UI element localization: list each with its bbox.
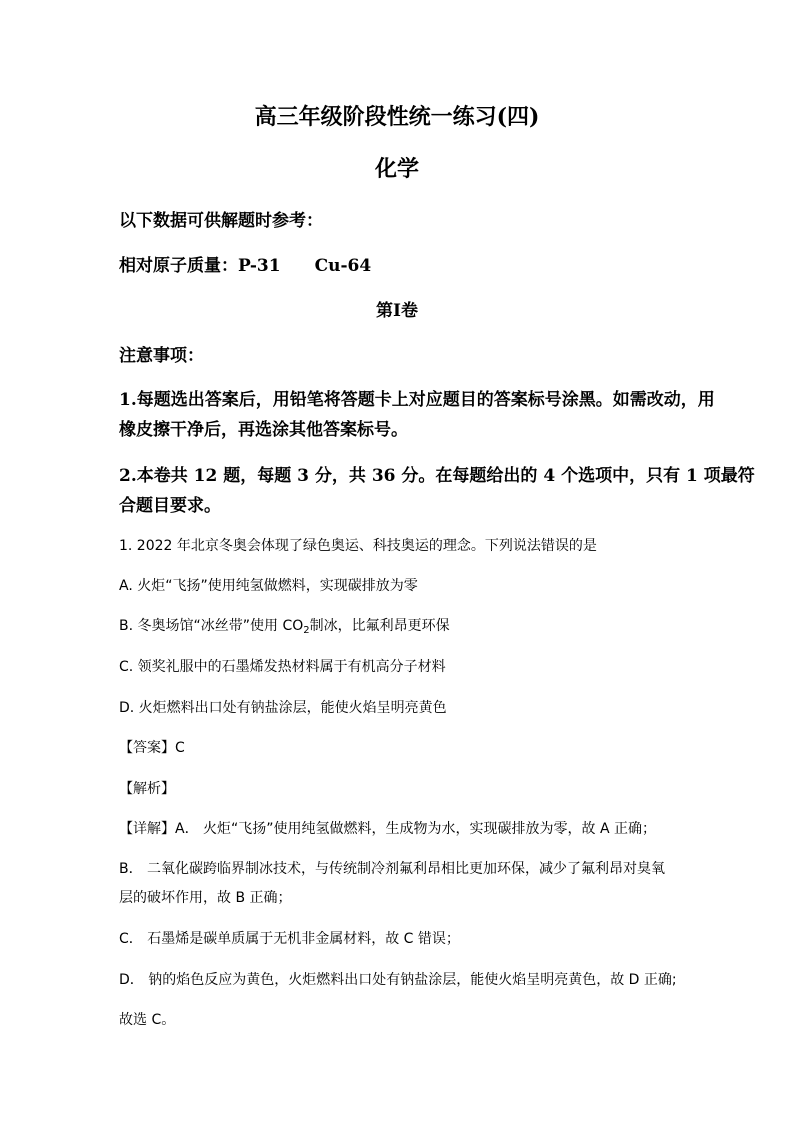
notice-item2-line2: 合题目要求。: [119, 496, 221, 516]
conclusion: 故选 C。: [119, 1012, 176, 1028]
detail-line-3: 层的破坏作用，故 B 正确；: [119, 890, 292, 906]
subject-title: 化学: [374, 156, 419, 182]
answer-value: C: [175, 740, 185, 756]
detail-line-2: B． 二氧化碳跨临界制冰技术，与传统制冷剂氟利昂相比更加环保，减少了氟利昂对臭氧: [119, 861, 666, 877]
analysis-label: 【解析】: [119, 781, 175, 797]
question-stem: 1. 2022 年北京冬奥会体现了绿色奥运、科技奥运的理念。下列说法错误的是: [119, 538, 597, 554]
detail-line-5: D． 钠的焰色反应为黄色，火炬燃料出口处有钠盐涂层，能使火焰呈明亮黄色，故 D 正确;: [119, 972, 677, 988]
option-d: D. 火炬燃料出口处有钠盐涂层，能使火焰呈明亮黄色: [119, 700, 447, 716]
notice-item1-line2: 橡皮擦干净后，再选涂其他答案标号。: [119, 420, 408, 440]
section-title: 第I卷: [376, 301, 418, 321]
exam-title: 高三年级阶段性统一练习(四): [254, 104, 540, 130]
option-b-text: B. 冬奥场馆“冰丝带”使用 CO: [119, 618, 304, 634]
detail-line-4: C． 石墨烯是碳单质属于无机非金属材料，故 C 错误；: [119, 931, 460, 947]
answer-line: [119, 737, 185, 757]
atomic-masses: 相对原子质量：P-31 Cu-64: [119, 256, 372, 276]
answer-label: 【答案】: [119, 740, 175, 756]
co2-subscript: 2: [303, 625, 310, 636]
option-c: C. 领奖礼服中的石墨烯发热材料属于有机高分子材料: [119, 659, 446, 675]
option-a: A. 火炬“飞扬”使用纯氢做燃料，实现碳排放为零: [119, 578, 418, 594]
notice-heading: 注意事项：: [119, 346, 204, 366]
option-b: [119, 615, 450, 635]
notice-item1-line1: 1.每题选出答案后，用铅笔将答题卡上对应题目的答案标号涂黑。如需改动，用: [119, 390, 715, 410]
notice-item2-line1: 2.本卷共 12 题，每题 3 分，共 36 分。在每题给出的 4 个选项中，只有 1 项最符: [119, 466, 755, 486]
option-b-text-rest: 制冰，比氟利昂更环保: [309, 618, 450, 634]
detail-line-1: 【详解】A． 火炬“飞扬”使用纯氢做燃料，生成物为水，实现碳排放为零，故 A 正确；: [119, 821, 657, 837]
reference-intro: 以下数据可供解题时参考：: [119, 211, 323, 231]
